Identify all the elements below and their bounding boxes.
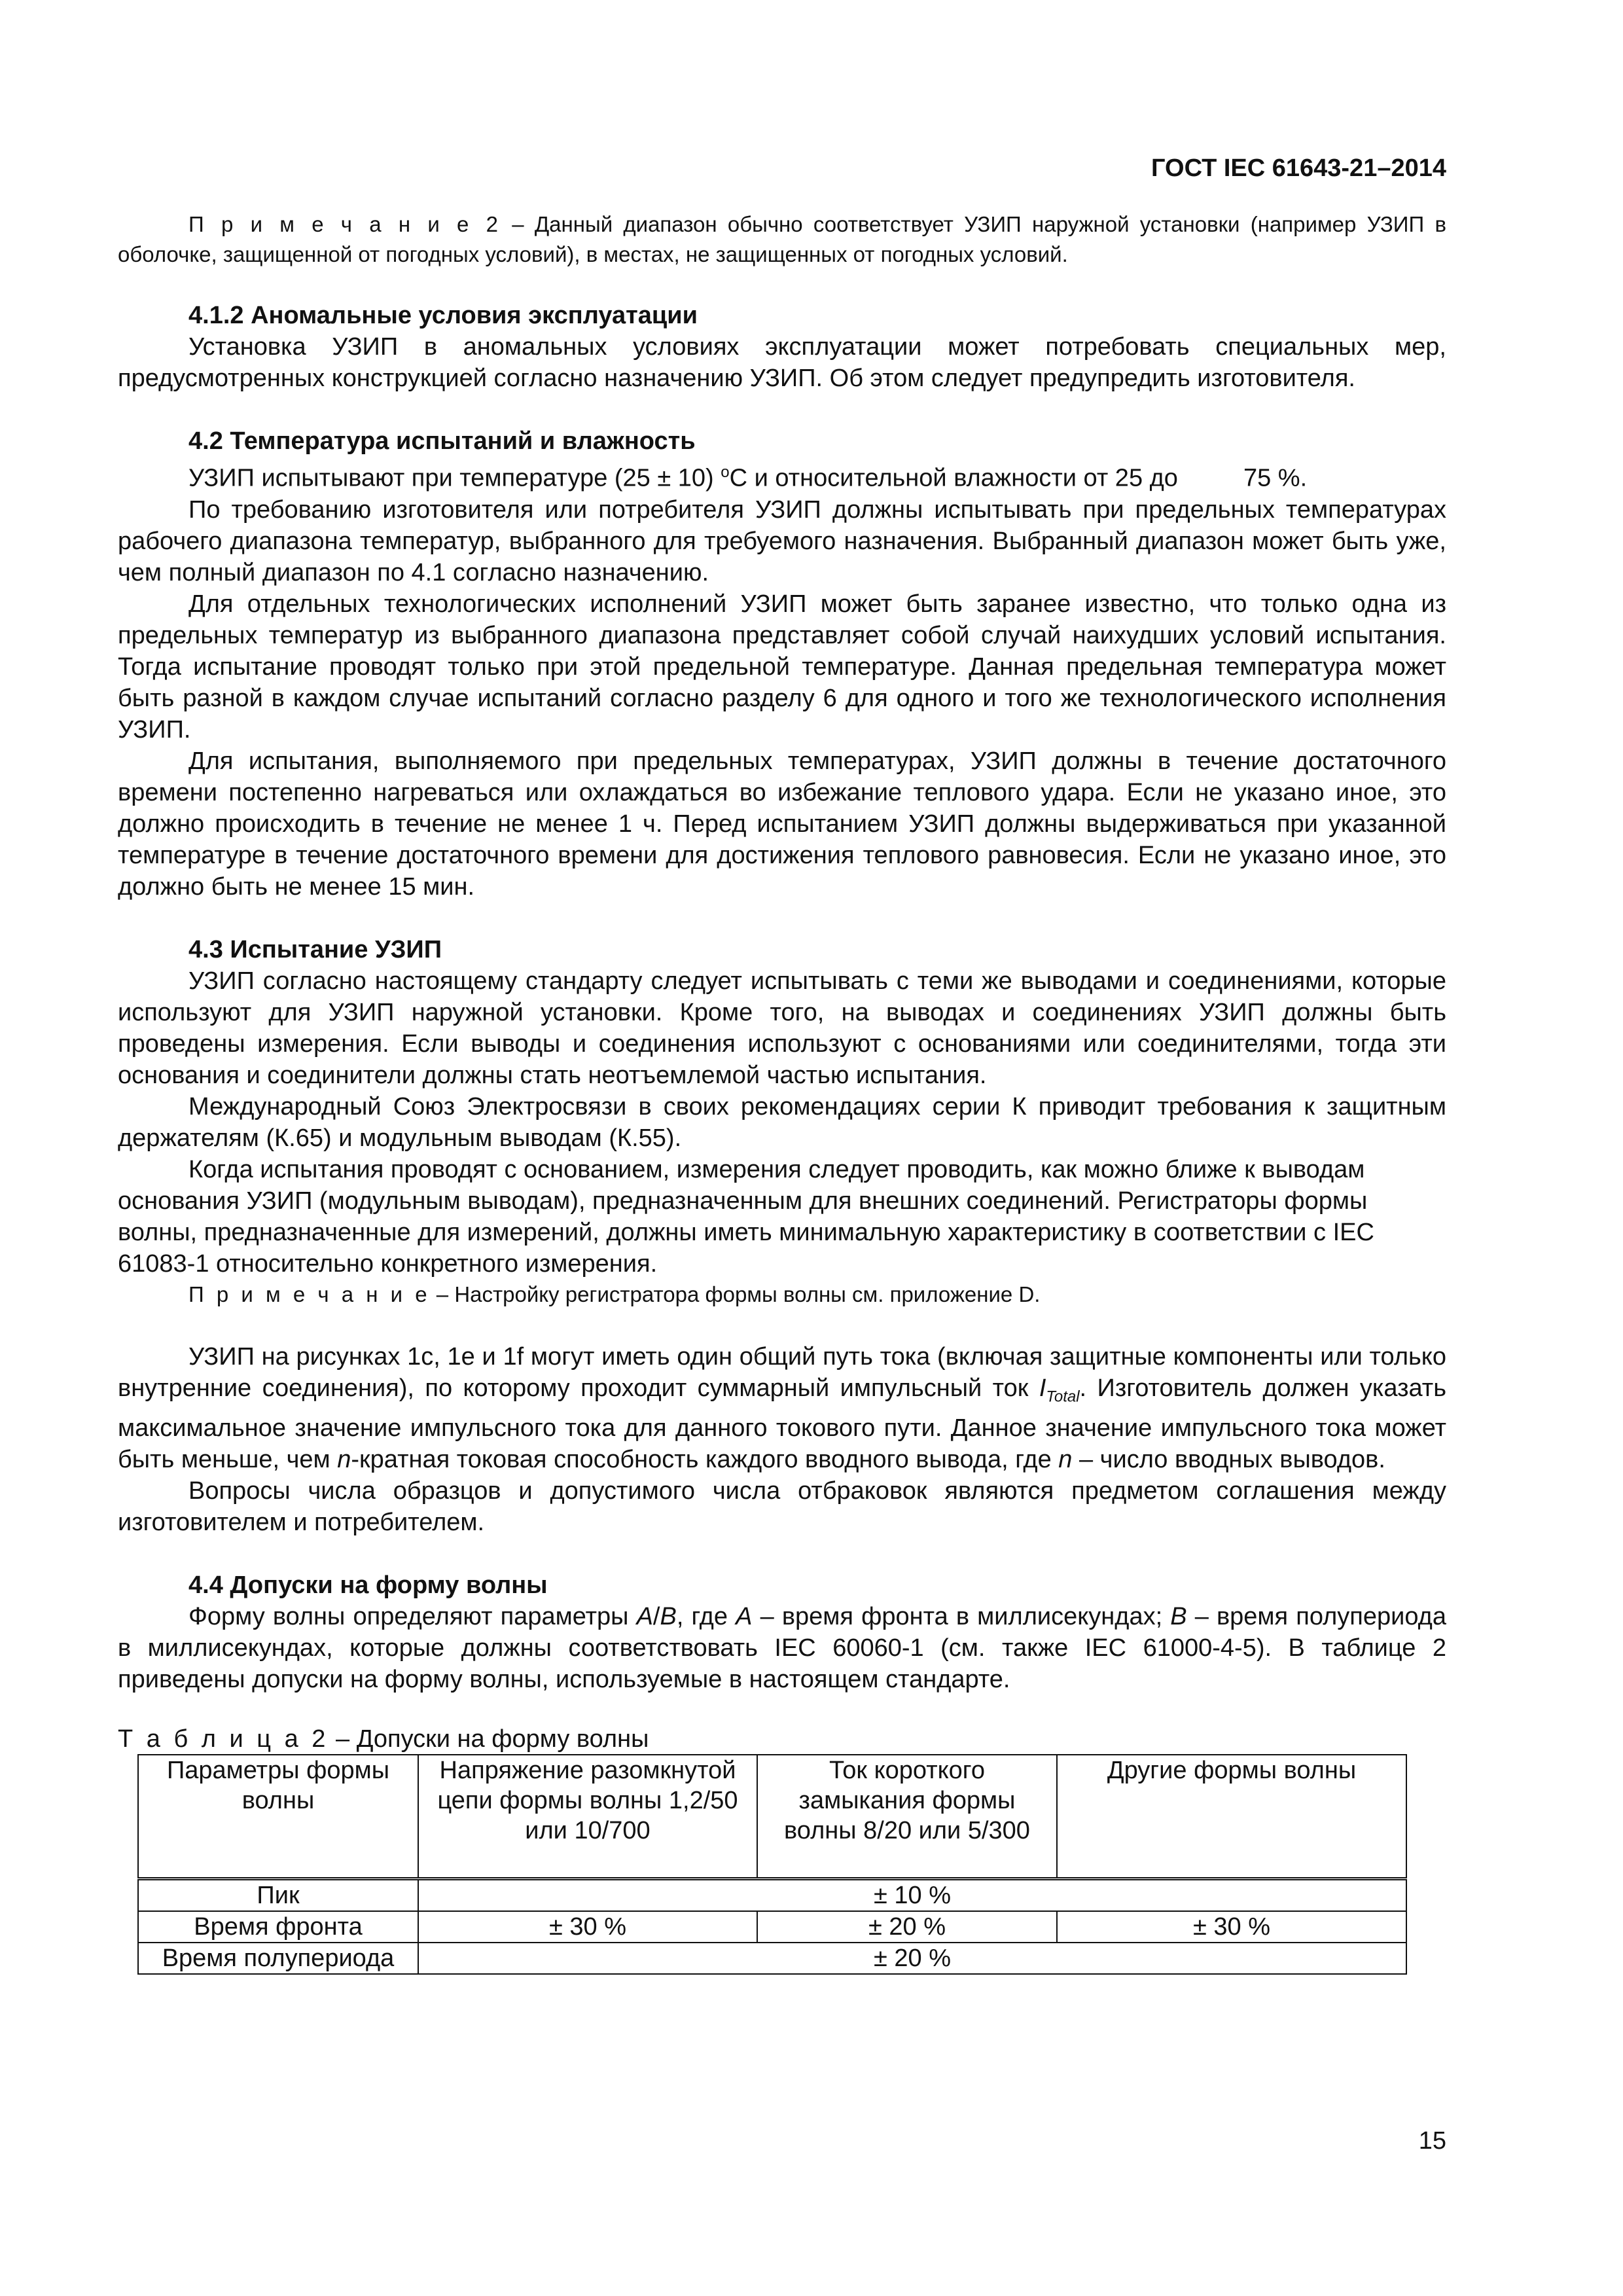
page-number: 15 bbox=[1418, 2127, 1446, 2155]
symbol-a: A bbox=[736, 1603, 753, 1631]
text-fragment: Форму волны определяют параметры bbox=[188, 1603, 637, 1631]
section-heading-4-2: 4.2 Температура испытаний и влажность bbox=[188, 427, 696, 455]
symbol-n: n bbox=[1058, 1446, 1073, 1474]
table-cell: Время полупериода bbox=[138, 1943, 418, 1974]
note-text: – Настройку регистратора формы волны см. приложение D. bbox=[430, 1282, 1041, 1306]
table-header-row bbox=[138, 1755, 1406, 1879]
symbol-b: B bbox=[660, 1603, 677, 1631]
table-header-cell: Другие формы волны bbox=[1057, 1755, 1406, 1879]
paragraph: Для отдельных технологических исполнений УЗИП может быть заранее известно, что только одна из предельных температур из выбранного диапазона представляет собой случай наихудших условий испытания. Тогда испытание проводят только при этой предельной температуре. Данная предельная температура может быть разной в каждом случае испытаний согласно разделу 6 для одного и того же технологического исполнения УЗИП. bbox=[118, 590, 1446, 744]
paragraph: Вопросы числа образцов и допустимого числа отбраковок являются предметом соглашения между изготовителем и потребителем. bbox=[118, 1477, 1446, 1537]
waveform-tolerance-table bbox=[137, 1754, 1407, 1975]
section-heading-4-1-2: 4.1.2 Аномальные условия эксплуатации bbox=[188, 302, 698, 329]
symbol-n: n bbox=[337, 1446, 351, 1474]
text-fragment: . Изготовитель должен указать максимальное значение импульсного тока для данного токового пути. Данное значение импульсного тока может быть меньше, чем bbox=[118, 1374, 1446, 1474]
document-page bbox=[118, 0, 1446, 2296]
text-fragment: УЗИП испытывают при температуре (25 ± 10) bbox=[188, 464, 721, 492]
table-caption-label: Т а б л и ц а 2 bbox=[118, 1725, 329, 1753]
paragraph: По требованию изготовителя или потребителя УЗИП должны испытывать при предельных температурах рабочего диапазона температур, выбранного для требуемого назначения. Выбранный диапазон может быть уже, чем полный диапазон по 4.1 согласно назначению. bbox=[118, 495, 1446, 586]
symbol-b: B bbox=[1170, 1603, 1187, 1631]
paragraph: Установка УЗИП в аномальных условиях эксплуатации может потребовать специальных мер, предусмотренных конструкцией согласно назначению УЗИП. Об этом следует предупредить изготовителя. bbox=[118, 333, 1446, 392]
note-label: П р и м е ч а н и е 2 bbox=[188, 212, 501, 236]
table-cell: Пик bbox=[138, 1879, 418, 1912]
table-cell: ± 20 % bbox=[418, 1943, 1406, 1974]
subscript-total: Total bbox=[1046, 1388, 1080, 1406]
text-fragment: УЗИП на рисунках 1с, 1е и 1f могут иметь один общий путь тока (включая защитные компоненты или только внутренние соединения), по которому проходит суммарный импульсный ток bbox=[118, 1342, 1446, 1402]
text-fragment: – время фронта в миллисекундах; bbox=[752, 1603, 1171, 1631]
symbol-a: A bbox=[636, 1603, 653, 1631]
table-header-cell: Напряжение разомкнутой цепи формы волны 1,2/50 или 10/700 bbox=[418, 1755, 757, 1879]
paragraph: Когда испытания проводят с основанием, измерения следует проводить, как можно ближе к выводам основания УЗИП (модульным выводам), предназначенным для внешних соединений. Регистраторы формы волны, предназначенные для измерений, должны иметь минимальную характеристику в соответствии с IEC 61083-1 относительно конкретного измерения. bbox=[118, 1155, 1374, 1278]
table-header-cell: Ток короткого замыкания формы волны 8/20 или 5/300 bbox=[757, 1755, 1057, 1879]
table-row bbox=[138, 1879, 1406, 1912]
paragraph-waveform bbox=[118, 1601, 1446, 1695]
table-cell: Время фронта bbox=[138, 1911, 418, 1943]
text-fragment: – время полупериода в миллисекундах, которые должны соответствовать IEC 60060-1 (см. также IEC 61000-4-5). В таблице 2 приведены допуски на форму волны, используемые в настоящем стандарте. bbox=[118, 1603, 1446, 1694]
text-fragment: С и относительной влажности от 25 до bbox=[729, 464, 1178, 492]
text-fragment: -кратная токовая способность каждого вводного вывода, где bbox=[351, 1446, 1059, 1474]
section-heading-4-4: 4.4 Допуски на форму волны bbox=[188, 1571, 548, 1600]
table-caption bbox=[118, 1724, 1446, 1754]
degree-sup: o bbox=[721, 463, 730, 481]
table-row bbox=[138, 1911, 1406, 1943]
symbol-i: I bbox=[1039, 1374, 1046, 1402]
paragraph: Международный Союз Электросвязи в своих рекомендациях серии К приводит требования к защитным держателям (К.65) и модульным выводам (К.55). bbox=[118, 1092, 1446, 1152]
text-fragment: – число вводных выводов. bbox=[1072, 1446, 1385, 1474]
paragraph-itotal bbox=[118, 1341, 1446, 1476]
text-fragment: , где bbox=[676, 1603, 736, 1631]
note-text: – Данный диапазон обычно соответствует УЗИП наружной установки (например УЗИП в оболочке, защищенной от погодных условий), в местах, не защищенных от погодных условий. bbox=[118, 212, 1446, 266]
note bbox=[118, 1280, 1446, 1310]
paragraph-temperature bbox=[118, 457, 1446, 494]
section-heading-4-3: 4.3 Испытание УЗИП bbox=[188, 935, 442, 963]
table-row bbox=[138, 1943, 1406, 1974]
table-cell: ± 10 % bbox=[418, 1879, 1406, 1912]
table-caption-text: – Допуски на форму волны bbox=[329, 1725, 649, 1753]
note-label: П р и м е ч а н и е bbox=[188, 1282, 431, 1306]
standard-code: ГОСТ IEC 61643-21–2014 bbox=[1150, 154, 1446, 182]
body-text bbox=[118, 209, 1446, 1975]
text-fragment: / bbox=[652, 1603, 660, 1631]
note-2 bbox=[118, 209, 1446, 270]
paragraph: УЗИП согласно настоящему стандарту следует испытывать с теми же выводами и соединениями, которые используют для УЗИП наружной установки. Кроме того, на выводах и соединениях УЗИП должны быть проведены измерения. Если выводы и соединения используют с основаниями или соединителями, тогда эти основания и соединители должны стать неотъемлемой частью испытания. bbox=[118, 967, 1446, 1089]
table-cell: ± 30 % bbox=[418, 1911, 757, 1943]
table-header-cell: Параметры формы волны bbox=[138, 1755, 418, 1879]
paragraph: Для испытания, выполняемого при предельных температурах, УЗИП должны в течение достаточного времени постепенно нагреваться или охлаждаться во избежание теплового удара. Если не указано иное, это должно происходить в течение не менее 1 ч. Перед испытанием УЗИП должны выдерживаться при указанной температуре в течение достаточного времени для достижения теплового равновесия. Если не указано иное, это должно быть не менее 15 мин. bbox=[118, 747, 1446, 901]
table-cell: ± 30 % bbox=[1057, 1911, 1406, 1943]
table-cell: ± 20 % bbox=[757, 1911, 1057, 1943]
text-fragment: 75 %. bbox=[1243, 464, 1308, 492]
